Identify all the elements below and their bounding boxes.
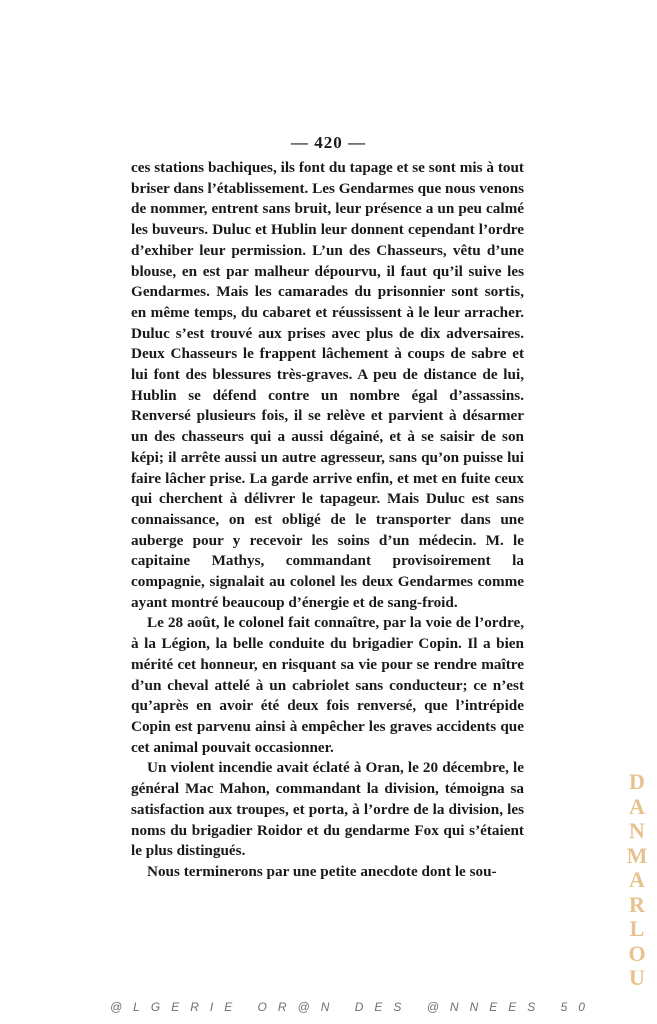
side-watermark-letter: R	[629, 891, 645, 917]
page-number: — 420 —	[291, 133, 366, 152]
side-watermark-letter: N	[629, 818, 645, 843]
side-watermark-letter: A	[629, 793, 645, 819]
paragraph-2: Le 28 août, le colonel fait connaître, par la voie de l’ordre, à la Légion, la belle conduite du brigadier Copin. Il a bien mérité cet honneur, en risquant sa vie pour se rendre maître d’un cheval attelé à un cabriolet sans conducteur; ce n’est qu’après en avoir été deux fois renversé, que l’intrépide Copin est parvenu ainsi à empêcher les graves accidents que cet animal pouvait occasionner.	[131, 614, 524, 756]
side-watermark-letter: O	[628, 940, 646, 966]
paragraph-1: ces stations bachiques, ils font du tapage et se sont mis à tout briser dans l’établissement. Les Gendarmes que nous venons de nommer, entrent sans bruit, leur présence a un peu calmé les buveurs. Duluc et Hublin leur donnent cependant l’ordre d’exhiber leur permission. L’un des Chasseurs, vêtu d’une blouse, en est par malheur dépourvu, il faut qu’il suive les Gendarmes. Mais les camarades du prisonnier sont sortis, en même temps, du cabaret et réussissent à le leur arracher. Duluc s’est trouvé aux prises avec plus de dix adversaires. Deux Chasseurs le frappent lâchement à coups de sabre et lui font des blessures très-graves. A peu de distance de lui, Hublin se défend contre un nombre égal d’assassins. Renversé plusieurs fois, il se relève et parvient à désarmer un des chasseurs qui a aussi dégainé, et à se saisir de son képi; il arrête aussi un autre agresseur, sans qu’on puisse lui faire lâcher prise. La garde arrive enfin, et met en fuite ceux qui cherchent à délivrer le tapageur. Mais Duluc est sans connaissance, on est obligé de le transporter dans une auberge pour y recevoir les soins d’un médecin. M. le capitaine Mathys, commandant provisoirement la compagnie, signalait au colonel les deux Gendarmes comme ayant montré beaucoup d’énergie et de sang-froid.	[131, 159, 524, 611]
paragraph-4: Nous terminerons par une petite anecdote dont le sou-	[147, 862, 497, 880]
side-watermark-letter: L	[629, 916, 645, 941]
side-watermark-letter: A	[629, 867, 645, 892]
side-watermark-letter: D	[629, 769, 645, 794]
side-watermark	[625, 770, 649, 991]
footer-watermark: @LGERIE OR@N DES @NNEES 50	[110, 1000, 596, 1014]
side-watermark-letter: M	[626, 842, 648, 868]
paragraph-3: Un violent incendie avait éclaté à Oran, le 20 décembre, le général Mac Mahon, commandant la division, témoigna sa satisfaction aux troupes, et porta, à l’ordre de la division, les noms du brigadier Roidor et du gendarme Fox qui s’étaient le plus distingués.	[131, 759, 524, 860]
body-text	[131, 158, 524, 883]
side-watermark-letter: U	[629, 965, 645, 990]
